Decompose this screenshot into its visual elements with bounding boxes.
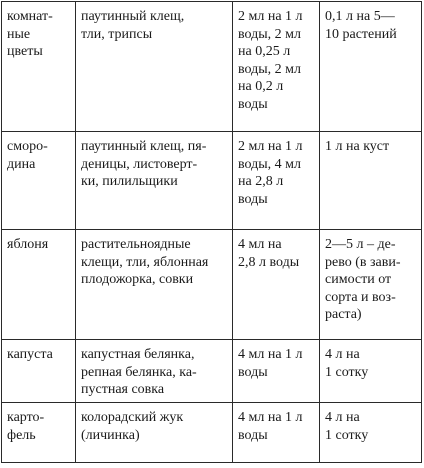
table-row: [2, 132, 422, 230]
table-row: [2, 230, 422, 340]
dose-cell: 2 мл на 1 л воды, 2 мл на 0,25 л воды, 2 мл на 0,2 л воды: [233, 2, 320, 132]
amount-cell: 4 л на 1 сотку: [320, 403, 422, 463]
pests-cell: капустная белянка, репная белянка, ка- пустная совка: [76, 340, 233, 403]
table-row: [2, 2, 422, 132]
pests-cell: паутинный клещ, пя- деницы, листоверт- ки, пилильщики: [76, 132, 233, 230]
pests-cell: колорадский жук (личинка): [76, 403, 233, 463]
plant-cell: карто- фель: [2, 403, 76, 463]
pests-cell: паутинный клещ, тли, трипсы: [76, 2, 233, 132]
amount-cell: 0,1 л на 5— 10 растений: [320, 2, 422, 132]
plant-cell: комнат- ные цветы: [2, 2, 76, 132]
dose-cell: 2 мл на 1 л воды, 4 мл на 2,8 л воды: [233, 132, 320, 230]
plant-cell: яблоня: [2, 230, 76, 340]
amount-cell: 1 л на куст: [320, 132, 422, 230]
amount-cell: 2—5 л – де- рево (в зави- симости от сорта и воз- раста): [320, 230, 422, 340]
table-row: [2, 403, 422, 463]
dose-cell: 4 мл на 2,8 л воды: [233, 230, 320, 340]
plant-cell: капуста: [2, 340, 76, 403]
table-row: [2, 340, 422, 403]
pests-cell: растительноядные клещи, тли, яблонная плодожорка, совки: [76, 230, 233, 340]
plant-cell: сморо- дина: [2, 132, 76, 230]
pesticide-usage-table: [1, 1, 422, 463]
dose-cell: 4 мл на 1 л воды: [233, 340, 320, 403]
amount-cell: 4 л на 1 сотку: [320, 340, 422, 403]
dose-cell: 4 мл на 1 л воды: [233, 403, 320, 463]
